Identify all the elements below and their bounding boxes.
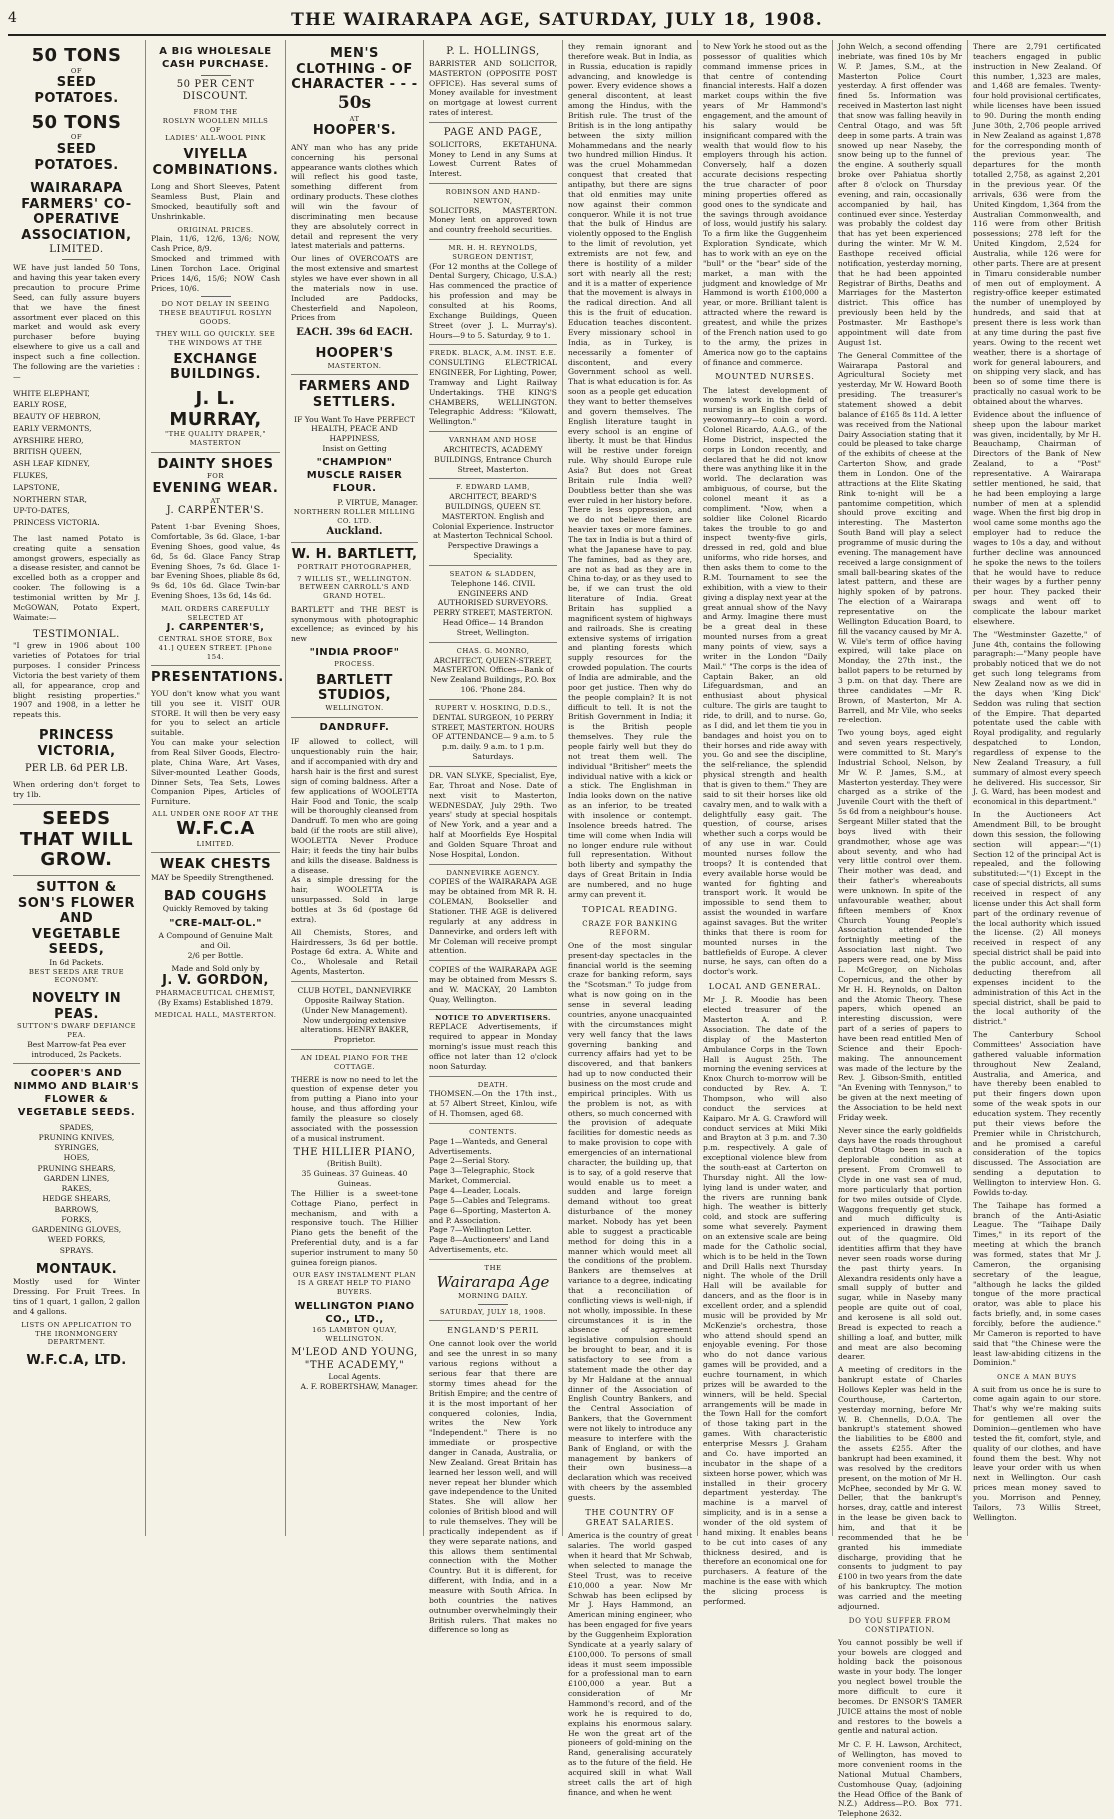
ad-heading: BAD COUGHS: [163, 888, 268, 904]
ad-text: MAIL ORDERS CAREFULLY SELECTED AT: [161, 605, 270, 622]
article-body: A meeting of creditors in the bankrupt estate of Charles Hollows Kepler was held in the Courthouse, Carterton, yesterday morning, before Mr W. B. Chennells, D.O.A. The bankrupt's statement showed the liabilities to be £800 and the assets £255. After the bankrupt had been examined, it was resolved by the creditors present, on the motion of Mr H. McPhee, seconded by Mr G. W. Deller, that the bankrupt's horses, dray, cattle and interest in the lease be given back to him, and that it be recommended that he be granted his immediate discharge, providing that he consents to judgment to pay £100 in two years from the date of his bankruptcy. The motion was carried and the meeting adjourned.: [838, 1365, 962, 1611]
card-monro: [429, 643, 557, 700]
ad-heading: A BIG WHOLESALE CASH PURCHASE.: [159, 46, 272, 70]
seed-potatoes-ad: [13, 42, 140, 805]
contents-box: [429, 1124, 557, 1260]
card-heading: FREDK. BLACK, A.M. INST. E.E.: [429, 349, 557, 358]
list-item: SPRAYS.: [59, 1245, 94, 1255]
ad-body: "I grew in 1906 about 100 varieties of Potatoes for trial purposes. I consider Princess Victoria the best variety of them all, for appearance, crop and blight resisting properties." 1907 and 1908, in a letter he repeats this.: [13, 641, 140, 720]
ad-heading: PRESENTATIONS.: [151, 670, 284, 686]
ad-text: PROCESS.: [334, 659, 375, 668]
card-heading: CHAS. G. MONRO,: [456, 646, 530, 655]
contents-list: [429, 1137, 557, 1255]
article-body: One of the most singular present-day spectacles in the financial world is the seeming craze for banking reform, says the "Scotsman." To judge from what is now going on in the sense in several leading countries, anyone unacquainted with the circumstances might very well fancy that the laws governing banking and currency affairs had yet to be discovered, and that bankers had up to now conducted their business on the most crude and empirical principles. With us the problem is not, as with others, so much concerned with the provision of adequate facilities for domestic needs as to make provision to cope with emergencies of an international character, the building up, that is to say, of a gold reserve that would enable us to meet a sudden and large foreign demand without too great disturbance of the money market. Nobody has yet been able to suggest a practicable method for doing this in a manner which would meet all the conditions of the problem. Bankers are themselves at variance to a degree, indicating that a reconciliation of conflicting views is well-nigh, if not wholly, impossible. In these circumstances it is in the absence of agreement legislative compulsion should be brought to bear, and it is satisfactory to see from a statement made the other day by Mr Haldane at the annual dinner of the Association of English Country Bankers, and the Central Association of Bankers, that the Government were not likely to introduce any measure to interfere with the Bank of England, or with the management by bankers of their own business—a declaration which was received with cheers by the assembled guests.: [568, 940, 692, 1503]
ad-subheading: 50 PER CENT DISCOUNT.: [176, 78, 255, 103]
card-heading: P. L. HOLLINGS,: [446, 46, 540, 57]
card-seaton: [429, 566, 557, 643]
card-robinson: [429, 184, 557, 240]
masthead-logo: Wairarapa Age: [436, 1272, 550, 1291]
dainty-shoes-ad: [151, 453, 280, 666]
ad-heading: PRINCESS VICTORIA,: [37, 728, 116, 759]
column-4: [424, 40, 563, 1635]
article-headline: ENGLAND'S PERIL: [447, 1326, 539, 1336]
list-item: EARLY ROSE,: [13, 400, 67, 410]
column-2: [146, 40, 286, 1536]
ad-text: LIMITED.: [49, 243, 104, 255]
list-item: Page 2—Serial Story.: [429, 1156, 510, 1166]
list-item: WHITE ELEPHANT,: [13, 388, 90, 398]
ad-heading: VIYELLA COMBINATIONS.: [152, 146, 279, 178]
ad-text: PHARMACEUTICAL CHEMIST,: [155, 988, 276, 997]
list-item: LAPSTONE,: [13, 482, 60, 492]
list-item: BARROWS,: [54, 1204, 99, 1214]
ad-text: 7 WILLIS ST., WELLINGTON. BETWEEN CARROLL'S AND GRAND HOTEL.: [297, 574, 412, 601]
club-hotel-ad: [291, 982, 418, 1050]
card-heading: CONTENTS.: [469, 1128, 517, 1136]
ad-body: Mr C. F. H. Lawson, Architect, of Wellington, has moved to more convenient rooms in the National Mutual Chambers, Customhouse Quay, (adjoining the Head Office of the Bank of N.Z.) Address—P.O. Box 771. Telephone 2632.: [838, 1740, 962, 1819]
ad-body: THERE is now no need to let the question of expense deter you from putting a Piano into your house, and thus affording your family the pleasure so closely associated with the possession of a musical instrument.: [291, 1074, 418, 1143]
list-item: FORKS,: [61, 1214, 92, 1224]
variety-list: [13, 388, 140, 529]
ad-text: THEY WILL GO QUICKLY. SEE THE WINDOWS AT THE: [155, 330, 276, 348]
ad-body: (By Exams) Established 1879.: [157, 997, 274, 1007]
card-heading: PAGE AND PAGE,: [443, 126, 543, 138]
list-item: BRITISH QUEEN,: [13, 447, 82, 457]
ad-heading: SEED POTATOES.: [34, 75, 119, 106]
ad-heading: WELLINGTON PIANO CO., LTD.,: [294, 1300, 415, 1325]
ad-text: PORTRAIT PHOTOGRAPHER,: [297, 563, 412, 571]
ad-heading: "CRE-MALT-OL.": [169, 918, 262, 930]
ad-heading: EXCHANGE BUILDINGS.: [169, 351, 262, 383]
price-line: 50s: [337, 92, 372, 113]
list-item: HOES,: [63, 1153, 90, 1163]
ad-heading: J. V. GORDON,: [162, 973, 269, 989]
article-body: The Canterbury School Committees' Association have gathered valuable information throughout New Zealand, Australia, and America, and have thereby been enabled to put their fingers down upon some of the weak spots in our education system. They recently put their views before the Premier while in Christchurch, and he promised a careful consideration of the topics discussed. The Association are sending a deputation to Wellington to interview Hon. G. Fowlds to-day.: [973, 1030, 1101, 1197]
dannevirke-agency: [429, 865, 557, 962]
ad-body: Patent 1-bar Evening Shoes, Comfortable, 3s 6d. Glace, 1-bar Evening Shoes, good value, 4s 6d, 5s 6d. Glace Fancy Strap Evening Shoes, 7s 6d. Glace 1-bar Evening Shoes, pliable 8s 6d, 9s 6d, 10s 6d. Glace Twin-bar Evening Shoes, 13s 6d, 14s 6d.: [151, 522, 280, 601]
ad-heading: BARTLETT STUDIOS,: [316, 672, 393, 704]
list-item: Page 8—Auctioneers' and Land Advertisements, etc.: [429, 1235, 550, 1255]
list-item: Page 7—Wellington Letter.: [429, 1225, 532, 1235]
ad-body: SUTTON'S DWARF DEFIANCE PEA.: [16, 1022, 137, 1040]
ad-text: MASTERTON: [189, 439, 242, 448]
list-item: PRUNING KNIVES,: [38, 1132, 115, 1142]
ad-body: Long and Short Sleeves, Patent Seamless Bust, Plain and Smocked, beautifully soft and Unshrinkable.: [151, 182, 280, 221]
ad-text: AT: [210, 496, 221, 505]
card-vanslyke: [429, 767, 557, 865]
ad-heading: NOVELTY IN PEAS.: [31, 991, 122, 1022]
ad-body: Insist on Getting: [322, 444, 387, 454]
ad-body: WE have just landed 50 Tons, and having this year taken every precaution to procure Prime Seed, can fully assure buyers that we have the finest assortment ever placed on this market and would ask every purchaser before buying elsewhere to give us a call and inspect such a fine collection. The following are the varieties :—: [13, 263, 140, 381]
ad-body: The Hillier is a sweet-tone Cottage Piano, perfect in mechanism, and with a responsive touch. The Hillier Piano gets the benefit of the Preferential duty, and is a far superior instrument to many 50 guinea foreign pianos.: [291, 1188, 418, 1267]
ad-body: You can make your selection from Real Silver Goods, Electro-plate, China Ware, Art Vases, Silver-mounted Leather Goods, Dinner Sets, Tea Sets, Lowes Companion Pipes, Articles of Furniture.: [151, 738, 280, 807]
article-headline: MOUNTED NURSES.: [715, 372, 815, 382]
ad-heading: DAINTY SHOES: [157, 456, 274, 472]
list-item: WEED FORKS,: [47, 1235, 106, 1245]
ad-body: IF allowed to collect, will unquestionably ruin the hair, and if accompanied with dry and harsh hair is the first and surest sign of coming baldness. After a few applications of WOOLETTA Hair Food and Tonic, the scalp will be thoroughly cleansed from Dandruff. To men who are going bald (if the roots are still alive), WOOLETTA Never Produce Hair; it feeds the tiny hair bulbs and kills the disease. Baldness is a disease.: [291, 737, 418, 875]
ad-body: A suit from us once he is sure to come again again to our store. That's why we're making suits for gentlemen all over the Dominion—gentlemen who have tested the fit, comfort, style, and quality of our clothes, and have found them the best. Why not leave your order with us when next in Wellington. Our cash prices mean money saved to you. Morrison and Penney, Tailors, 73 Willis Street, Wellington.: [973, 1384, 1101, 1522]
list-item: SPADES,: [59, 1122, 94, 1132]
card-body: REPLACE Advertisements, if required to appear in Monday morning's issue must reach this office not later than 12 o'clock noon Saturday.: [429, 1022, 557, 1071]
ad-subheading: ORIGINAL PRICES.: [177, 225, 254, 234]
column-1: [8, 40, 146, 1536]
list-item: Page 4—Leader, Locals.: [429, 1185, 521, 1195]
newspaper-title: THE WAIRARAPA AGE, SATURDAY, JULY 18, 1908.: [291, 10, 823, 30]
masthead-date: SATURDAY, JULY 18, 1908.: [439, 1307, 547, 1316]
ad-text: ALL UNDER ONE ROOF AT THE: [152, 810, 279, 819]
card-heading: VARNHAM AND HOSE: [449, 436, 537, 445]
ad-body: The last named Potato is creating quite a sensation amongst growers, especially as a disease resister, and cannot be excelled both as a cropper and cooker. The following is a testimonial written by Mr J. McGOWAN, Potato Expert, Waimate:—: [13, 533, 140, 622]
list-item: ASH LEAF KIDNEY,: [13, 459, 90, 469]
card-hosking: [429, 700, 557, 767]
ad-heading: SEED POTATOES.: [34, 141, 119, 173]
presentations-ad: [151, 666, 284, 853]
list-item: BEAUTY OF HEBRON,: [13, 412, 101, 422]
card-body: THOMSEN.—On the 17th inst., at 57 Albert Street, Kinlou, wife of H. Thomsen, aged 68.: [429, 1089, 557, 1119]
ad-body: 35 Guineas. 37 Guineas. 40 Guineas.: [301, 1169, 408, 1189]
list-item: Page 5—Cables and Telegrams.: [429, 1195, 551, 1205]
list-item: RAKES,: [61, 1184, 92, 1194]
article-body: John Welch, a second offending inebriate, was fined 10s by Mr W. P. James, S.M., at the Masterton Police Court yesterday. A first offender was fined 5s. Information was received in Masterton last night that snow was falling heavily in Central Otago, and was 5ft deep in some parts. A train was snowed up near Naseby, the snow being up to the funnel of the engine. A southerly squall broke over Pahiatua shortly after 8 o'clock on Thursday evening, and rain, occasionally accompanied by hail, has continued ever since. Yesterday was probably the coldest day that has yet been experienced during the winter. Mr W. M. Easthope received official notification, yesterday morning, that he had been appointed Registrar of Births, Deaths and Marriages for the Masterton district. This office has previously been held by the Postmaster. Mr Easthope's appointment will date from August 1st.: [838, 42, 962, 347]
ad-body: Now undergoing extensive alterations. HENRY BAKER, Proprietor.: [300, 1015, 409, 1045]
card-heading: DEATH.: [477, 1080, 509, 1089]
card-body: DR. VAN SLYKE, Specialist, Eye, Ear, Throat and Nose. Date of next visit to Masterton, WEDNESDAY, July 29th. Two years' study at special hospitals of New York, and a year and a half at Moorfields Eye Hospital and Golden Square Throat and Nose Hospital, London.: [429, 771, 557, 859]
seeds-ad: [13, 805, 140, 876]
card-body: SOLICITORS, EKETAHUNA. Money to Lend in any Sums at Lowest Current Rates of Interest.: [429, 139, 557, 179]
card-hollings: [429, 42, 557, 123]
ad-heading: J. L. MURRAY,: [169, 388, 262, 430]
card-body: BARRISTER AND SOLICITOR, MASTERTON (OPPOSITE POST OFFICE). Has several sums of Money available for investment on mortgage at lowest current rates of interest.: [429, 58, 557, 118]
article-body: The General Committee of the Wairarapa Pastoral and Agricultural Society met yesterday, Mr W. Howard Booth presiding. The treasurer's statement showed a debit balance of £165 8s 11d. A letter was received from the National Dairy Association stating that it could be pleased to take charge of the exhibits of cheese at the Carterton Show, and grade them in London. One of the attractions at the Elite Skating Rink to-night will be a pantomime competition, which should prove exciting and interesting. The Masterton South Band will play a select programme of music during the evening. The management have received a large consignment of small ball-bearing skates of the latest pattern, and these are highly spoken of by patrons. The election of a Wairarapa representative on the Wellington Education Board, to fill the vacancy caused by Mr A. W. Vile's term of office having expired, will take place on Monday, the 27th inst., the ballot papers to be returned by 3 p.m. on that day. There are three candidates —Mr R. Brown, of Masterton, Mr A. Barrell, and Mr Vile, who seeks re-election.: [838, 350, 962, 725]
ad-heading: WAIRARAPA FARMERS' CO-OPERATIVE ASSOCIATION,: [21, 181, 132, 243]
ad-text: DO NOT DELAY IN SEEING THESE BEAUTIFUL ROSLYN GOODS.: [159, 300, 272, 326]
article-headline: LOCAL AND GENERAL.: [708, 982, 822, 992]
ad-text: FOR: [207, 472, 224, 481]
ad-heading: W. H. BARTLETT,: [291, 547, 418, 563]
article-body: Two young boys, aged eight and seven years respectively, were committed to St. Mary's Industrial School, Nelson, by Mr W. P. James, S.M., at Masterton yesterday. They were charged as a strike of the Juvenile Court with the theft of 5s 6d from a neighbour's house. Sergeant Miller stated that the boys lived with their grandmother, whose age was about seventy, and who had very little control over them. Their mother was dead, and their father's whereabouts were unknown. In spite of the unfavourable weather, about fifteen members of Knox Church Young People's Association attended the fortnightly meeting of the Association last night. Two papers were read, one by Miss L. McGregor, on Nicholas Copernicus, and the other by Mr H. H. Reynolds, on Dalton and the Atomic Theory. These papers, which opened an interesting discussion, were part of a series of papers to have been read entitled Men of Science and their Epoch-making. The announcement was made of the lecture by the Rev. J. Gibson-Smith, entitled "An Evening with Tennyson," to be given at the next meeting of the Association to be held next Friday week.: [838, 728, 962, 1122]
ad-heading: "CHAMPION" MUSCLE RAISER FLOUR.: [306, 456, 403, 494]
ad-body: LISTS ON APPLICATION TO THE IRONMONGERY DEPARTMENT.: [21, 1320, 132, 1347]
ad-text: "THE QUALITY DRAPER,": [164, 430, 266, 439]
list-item: PRUNING SHEARS,: [37, 1163, 116, 1173]
card-black: [429, 345, 557, 432]
ad-heading: W.F.C.A, LTD.: [26, 1352, 127, 1368]
card-heading: DANNEVIRKE AGENCY.: [446, 868, 540, 877]
ad-heading: W.F.C.A: [176, 817, 255, 839]
ad-heading: HOOPER'S.: [312, 123, 397, 139]
card-heading: MR. H. H. REYNOLDS, SURGEON DENTIST,: [448, 244, 538, 261]
cooper-ad: [13, 1064, 140, 1372]
card-heading: RUPERT V. HOSKING, D.D.S.,: [435, 704, 551, 713]
copies-notice: [429, 961, 557, 1009]
ad-text: MEDICAL HALL, MASTERTON.: [154, 1010, 277, 1019]
article-body: There are 2,791 certificated teachers engaged in public instruction in New Zealand. Of this number, 1,323 are males, and 1,468 are females. Twenty-four hold provisional certificates, while licenses have been issued to 90. During the month ending June 30th, 2,706 people arrived in New Zealand as against 1,878 for the corresponding month of the previous year. The departures for the month totalled 2,758, as against 2,201 in the previous year. Of the arrivals, 636 were from the United Kingdom, 1,364 from the Australian Commonwealth, and 116 were from other British possessions; 278 left for the United Kingdom, 2,524 for Australia, while 126 were for other parts. There are at present in Timaru considerable number of men out of employment. A registry-office keeper estimated the number of unemployed by hundreds, and said that at present there is less work than at any time during the past five years. Owing to the recent wet weather, there is a shortage of work for general labourers, and on shipping very slack, and has been so of some time there is practically no casual work to be obtained about the wharves.: [973, 42, 1101, 406]
ad-text: Auckland.: [326, 525, 383, 537]
article-body: The "Westminster Gazette," of June 4th, contains the following paragraph:—"Many people have probably noticed that we do not get such long telegrams from New Zealand now as we did in the days when 'King Dick' Seddon was ruling that section of the Empire. That departed potentate used the cable with Royal prodigality, and regularly despatched to London, regardless of expense to the New Zealand Treasury, a full summary of almost every speech he delivered. His successor, Sir J. G. Ward, has been modest and economical in this department.": [973, 629, 1101, 807]
list-item: Page 6—Sporting, Masterton A. and P. Association.: [429, 1205, 552, 1225]
article-englands-peril: [429, 1326, 557, 1635]
article-body: One cannot look over the world and see the unrest in so many various regions without a serious fear that there are stormy times ahead for the British Empire; and the centre of it is the most important of her conquered colonies, India, writes the New York "Independent." There is no immediate or prospective danger in Canada, Australia, or New Zealand. Great Britain has learned her lesson well, and will never repeat her blunder which gave independence to the United States. She will allow her colonies of British blood and will to rule themselves. They will be practically independent as if they were separate nations, and this allows them sentimental connection with the Mother Country. But it is different, for different, with India, and in a measure with South Africa. In both countries the natives outnumber overwhelmingly their British rulers. That makes no difference so long as: [429, 1339, 557, 1635]
death-notice: [429, 1077, 557, 1124]
card-heading: SEATON & SLADDEN,: [449, 570, 537, 579]
ad-body: As a simple dressing for the hair, WOOLETTA is unsurpassed. Sold in large bottles at 3s 6d (postage 6d extra).: [291, 875, 418, 924]
ad-heading: DO YOU SUFFER FROM CONSTIPATION.: [848, 1616, 952, 1634]
article-body: Mr J. R. Moodie has been elected treasurer of the Masterton A. and P. Association. The date of the display of the Masterton Ambulance Corps in the Town Hall is August 25th. The morning the evening services at Knox Church to-morrow will be conducted by Rev. A. T. Thompson, who will also conduct the services at Kaiparo. Mr A. G. Crawford will conduct services at Miki Miki and Brayton at 3 p.m. and 7.30 p.m. respectively. A gale of exceptional violence blew from the south-east at Carterton on Thursday night. All the low-lying land is under water, and the rivers are running bank high. The weather is bitterly cold, and stock are suffering some what severely. Payment on an extensive scale are being made for the Catholic social, which is to be held in the Town and Drill Halls next Thursday night. The whole of the Drill Hall will be available for dancers, and as the floor is in excellent order, and a splendid music will be provided by Mr McKenzie's orchestra, those who attend should spend an enjoyable evening. For those who do not dance various games will be provided, and a euchre tournament, in which prizes will be awarded to the winners, will be held. Special arrangements will be made in the Town Hall for the comfort of those taking part in the games. With characteristic enterprise Messrs J. Graham and Co. have imported an incubator in the shape of a sixteen horse power, which was installed in their grocery department yesterday. The machine is a marvel of simplicity, and is in a sense a wonder of the old system of hand mixing. It enables beans to be cut into cases of any thickness desired, and is therefore an economical one for purchasers. A feature of the machine is the ease with which the slicing process is performed.: [703, 995, 827, 1606]
columns: [8, 40, 1106, 1819]
article-body: The latest development of women's work in the field of nursing is an English corps of yeowomanry—to coin a word. Colonel Ricardo, A.A.G., of the Home District, inspected the corps in London recently, and declared that he did not know there was anything like it in the world. The declaration was ambiguous, of course, but the colonel meant it as a compliment. "Now, when a soldier like Colonel Ricardo takes the trouble to go and inspect twenty-five girls, dressed in red, gold and blue uniforms, who ride horses, and then asks them to come to the R.M. Tournament to see the exhibition, with a view to their giving a display next year at the great annual show of the Navy and Army. Imagine there must be a great deal in these mounted nurses from a great many points of view, says a writer in the London "Daily Mail." "The corps is the idea of Captain Baker, an old Lifeguardsman, and an enthusiast about physical culture. The girls are taught to ride, to drill, and to nurse. Go, as I did, and let them tie you in bandages and hoist you on to their horses and ride away with you. Go and see the discipline, the self-reliance, the splendid physical strength and health that is given to them." They are said to sit their horses like old cavalry men, and to walk with a delightfully easy gait. The question, of course, arises whether such a corps would be of any use in war. Could mounted nurses follow the troops? It is contended that every available horse would be wanted for fighting and transport work. It would be impossible to send them to assist the wounded in warfare against savages. But the writer thinks that there is room for mounted nurses in the battlefields of Europe. A clever nurse, he says, can often do a doctor's work.: [703, 385, 827, 977]
ad-body: Quickly Removed by taking: [162, 904, 269, 914]
ad-heading: DANDRUFF.: [319, 721, 390, 733]
piano-ad: [291, 1050, 418, 1396]
masthead: [8, 6, 1106, 36]
tools-list: [13, 1123, 140, 1256]
ad-subheading: J. CARPENTER'S,: [166, 622, 265, 634]
article-body: In the Auctioneers Act Amendment Bill, to be brought down this session, the following section will appear:—"(1) Section 12 of the principal Act is repealed, and the following substituted:—"(1) Except in the case of special districts, all sums received in respect of any license under this Act shall form part of the ordinary revenue of the local authority which issued the license. (2) All moneys received in respect of any special district shall be paid into the public account, and, after deducting therefrom all expenses incident to the administration of this Act in the special district, shall be paid to the local authority of the district.": [973, 810, 1101, 1027]
ad-subheading: J. CARPENTER'S.: [166, 505, 265, 517]
ad-heading: MONTAUK.: [35, 1261, 118, 1277]
list-item: FLUKES,: [13, 470, 48, 480]
card-body: ARCHITECT, QUEEN-STREET, MASTERTON. Offices—Bank of New Zealand Buildings, P.O. Box 106. 'Phone 284.: [430, 655, 556, 695]
list-item: GARDEN LINES,: [43, 1173, 110, 1183]
ad-heading: THE HILLIER PIANO,: [293, 1146, 416, 1158]
ad-body: 2/6 per Bottle.: [187, 950, 244, 960]
card-body: ARCHITECT, BEARD'S BUILDINGS, QUEEN ST. MASTERTON. English and Colonial Experience. Instructor at Masterton Technical School. Perspective Drawings a Speciality.: [432, 492, 554, 561]
ad-body: Made and Sold only by: [171, 963, 260, 973]
list-item: SYRINGES,: [54, 1143, 99, 1153]
list-item: PRINCESS VICTORIA.: [13, 518, 100, 528]
ad-text: LIMITED.: [196, 839, 235, 848]
column-6: [698, 40, 833, 1606]
ad-body: Mostly used for Winter Dressing. For Fruit Trees. In tins of 1 quart, 1 gallon, 2 gallon and 4 gallons.: [13, 1277, 140, 1317]
list-item: Page 1—Wanteds, and General Advertisements.: [429, 1136, 548, 1156]
ad-subheading: M'LEOD AND YOUNG, "THE ACADEMY,": [291, 1346, 418, 1371]
article-headline: THE COUNTRY OF GREAT SALARIES.: [585, 1507, 675, 1528]
ad-body: Best Marrow-fat Pea ever introduced, 2s Packets.: [27, 1039, 126, 1059]
ad-heading: EVENING WEAR.: [152, 481, 279, 497]
ad-body: In 6d Packets.: [49, 957, 104, 967]
ad-body: ANY man who has any pride concerning his personal appearance wants clothes which will reflect his good taste, something different from ordinary products. These clothes will win the favour of discriminating men because they are absolutely correct in detail and represent the very latest materials and patterns.: [291, 142, 418, 251]
ad-heading: ONCE A MAN BUYS: [997, 1373, 1077, 1382]
bartlett-ad: [291, 543, 418, 717]
cremaltol-ad: [151, 853, 280, 1023]
ad-text: LADIES' ALL-WOOL PINK: [165, 134, 266, 143]
article-body: Never since the early goldfields days have the roads throughout Central Otago been in such a deplorable condition as at present. From Cromwell to Clyde in one vast sea of mud, more particularly that portion for two miles outside of Clyde. Waggons frequently get stuck, and much difficulty is experienced in drawing them out of the quagmire. Old identities affirm that they have never seen roads worse during the past thirty years. In Alexandra residents only have a small supply of butter and sugar, while in Naseby many people are quite out of coal, and kerosene is all sold out. Bread is expected to reach a shilling a loaf, and butter, milk and meat are also becoming dearer.: [838, 1125, 962, 1362]
ad-body: A. F. ROBERTSHAW, Manager.: [300, 1382, 418, 1392]
ad-body: Plain, 11/6, 12/6, 13/6; NOW, Cash Price, 8/9.: [151, 234, 280, 254]
ad-body: Local Agents.: [328, 1372, 381, 1382]
price-line: PER LB. 6d PER LB.: [25, 763, 128, 775]
card-varnham: [429, 432, 557, 479]
ad-body: CLUB HOTEL, DANNEVIRKE Opposite Railway Station. (Under New Management).: [297, 985, 412, 1015]
ad-body: All Chemists, Stores, and Hairdressers, 3s 6d per bottle. Postage 6d extra. A. White and Co., Wholesale and Retail Agents, Masterton.: [291, 927, 418, 977]
card-heading: F. EDWARD LAMB,: [456, 483, 530, 492]
ad-body: BEST SEEDS ARE TRUE ECONOMY.: [28, 967, 125, 985]
column-7: [833, 40, 968, 1819]
card-lamb: [429, 479, 557, 566]
ad-heading: HOOPER'S: [315, 346, 394, 362]
card-body: DENTAL SURGEON, 10 PERRY STREET, MASTERTON. HOURS OF ATTENDANCE— 9 a.m. to 5 p.m. daily. 9 a.m. to 1 p.m. Saturdays.: [431, 712, 555, 762]
ad-subheading: AN IDEAL PIANO FOR THE COTTAGE.: [300, 1054, 409, 1071]
ad-text: OF: [209, 125, 222, 134]
list-item: NORTHERN STAR,: [13, 494, 87, 504]
column-8: [968, 40, 1106, 1536]
card-heading: NOTICE TO ADVERTISERS.: [435, 1013, 551, 1022]
card-body: SOLICITORS, MASTERTON. Money lent on approved town and country freehold securities.: [429, 205, 557, 235]
ad-heading: MEN'S CLOTHING - OF CHARACTER - - -: [291, 46, 418, 93]
ad-body: A Compound of Genuine Malt and Oil.: [158, 930, 273, 950]
ad-text: WELLINGTON.: [325, 703, 384, 712]
ad-heading: SEEDS THAT WILL GROW.: [19, 807, 134, 871]
ad-heading: FARMERS AND SETTLERS.: [298, 379, 411, 410]
masthead-subtitle: MORNING DAILY.: [458, 1291, 528, 1300]
card-body: COPIES of the WAIRARAPA AGE may be obtained from MR R. H. COLEMAN, Bookseller and Stationer. THE AGE is delivered regularly at any address in Dannevirke, and orders left with Mr Coleman will receive prompt attention.: [429, 877, 557, 956]
ad-text: NORTHERN ROLLER MILLING CO. LTD.: [293, 508, 416, 525]
article-body: The Taihape has formed a branch of the Anti-Asiatic League. The "Taihape Daily Times," in its report of the meeting at which the branch was formed, states that Mr J. Cameron, the organising secretary of the league, "although he lacks the gilded tongue of the more practical orator, was able to place his facts briefly, and, in some cases forcibly, before the audience." Mr Cameron is reported to have said that "the Chinese were the least law-abiding citizens in the Dominion.": [973, 1200, 1101, 1368]
article-headline: TOPICAL READING.: [582, 904, 678, 914]
card-body: Telephone 146. CIVIL ENGINEERS AND AUTHORISED SURVEYORS. PERRY STREET, MASTERTON. Head Office— 14 Brandon Street, Wellington.: [433, 578, 553, 638]
list-item: UP-TO-DATES,: [13, 506, 70, 516]
ad-heading: 50 TONS: [31, 111, 122, 133]
column-5: [563, 40, 698, 1797]
ad-heading: 50 TONS: [31, 45, 122, 66]
card-reynolds: [429, 240, 557, 345]
ad-heading: SUTTON & SON'S FLOWER AND VEGETABLE SEEDS,: [17, 879, 136, 958]
ad-body: Our lines of OVERCOATS are the most extensive and smartest styles we have ever shown in all the materials now in use. Included are Paddocks, Chesterfield and Napoleon, Prices from: [291, 254, 418, 323]
list-item: Page 3—Telegraphic, Stock Market, Commercial.: [429, 1166, 535, 1186]
card-body: COPIES of the WAIRARAPA AGE may be obtained from Messrs S. and W. MACKAY, 20 Lambton Quay, Wellington.: [429, 965, 557, 1004]
ad-text: CENTRAL SHOE STORE, Box 41.] QUEEN STREET. [Phone 154.: [158, 635, 273, 661]
ad-body: Smocked and trimmed with Linen Torchon Lace. Original Prices 14/6, 15/6; NOW Cash Prices, 10/6.: [151, 253, 280, 293]
ad-text: FROM THE: [193, 108, 238, 117]
masthead-the: THE: [484, 1264, 502, 1272]
ad-text: AT: [349, 114, 360, 123]
ad-subheading: TESTIMONIAL.: [33, 628, 120, 640]
ad-text: 165 LAMBTON QUAY, WELLINGTON.: [312, 1326, 397, 1344]
ad-body: BARTLETT and THE BEST is synonymous with photographic excellence; as evinced by his new: [291, 604, 418, 644]
price-line: EACH. 39s 6d EACH.: [296, 327, 413, 339]
list-item: GARDENING GLOVES,: [31, 1225, 122, 1235]
ad-heading: WEAK CHESTS: [159, 857, 272, 873]
ad-body: MAY be Speedily Strengthened.: [151, 872, 274, 882]
ad-body: (British Built).: [326, 1159, 383, 1169]
ad-text: OUR EASY INSTALMENT PLAN IS A GREAT HELP TO PIANO BUYERS.: [292, 1270, 417, 1297]
ad-heading: COOPER'S AND NIMMO AND BLAIR'S FLOWER & VEGETABLE SEEDS.: [13, 1068, 140, 1118]
column-3: [286, 40, 424, 1536]
list-item: AYRSHIRE HERO,: [13, 435, 84, 445]
ad-body: P. VIRTUE, Manager.: [337, 498, 418, 508]
ad-text: OF: [70, 66, 83, 75]
article-body: to New York he stood out as the possessor of qualities which command immense prices in that centre of contending financial interests. Half a dozen market coups within the five years of Mr Hammond's engagement, and the amount of his salary would be insignificant compared with the wealth that would flow to his employers through his action. Conversely, half a dozen accurate decisions respecting the true character of poor mining properties offered as good ones to the syndicate and the savings through avoidance of loss, would justify his salary. To a firm like the Guggenheim Exploration Syndicate, which has to work with an eye on the "bull" or the "bear" side of the market, a man with the judgment and knowledge of Mr Hammond is worth £100,000 a year, or more. Brilliant talent is attracted where the reward is greatest, and while the prizes of the French nation used to go to the army, the prizes in America now go to the captains of finance and commerce.: [703, 42, 827, 367]
card-body: (For 12 months at the College of Dental Surgery, Chicago, U.S.A.) Has commenced the practice of his profession and may be consulted at his Rooms, Exchange Buildings, Queen Street (over J. L. Murray's). Hours—9 to 5. Saturday, 9 to 1.: [429, 261, 557, 340]
card-page: [429, 123, 557, 184]
article-body: they remain ignorant and therefore weak. But in India, as in Russia, education is rapidly advancing, and knowledge is power. Every evidence shows a general discontent, at least among the Hindus, with the British rule. The trust of the British is in the long antipathy between the sixty million Mohammedans and the nearly two hundred million Hindus. It was the cruel Mohammedan conquest that created that antipathy, but there are signs that old enmities may unite now against their common conqueror. While it is not true that the bulk of Hindus are violently opposed to the English to the limit of revolution, yet extremists are not few, and there is hostility of a milder sort with nearly all the rest; and it is a matter of experience that the movement is always in the radical direction. And all this is the fruit of education. Education teaches discontent. Every missionary school in India, as in Turkey, is necessarily a fomenter of discontent, and every Government school as well. That is what education is for. As soon as a people get education they want to better themselves and govern themselves. The English literature taught in every school is an engine of liberty. It must be that Hindus will be restive under foreign rule. Why should Europe rule Asia? But does not Great Britain rule India well? Doubtless better than she was ever ruled in her history before. There is less oppression, and we do not believe there are heavier taxes or more famines. The tax in India is but a third of what the Japanese have to pay. The famines, bad as they are, are not as bad as they are in China to-day, or as they used to be, if we can trust the old literature of India. Great Britain has supplied a magnificent system of highways and railroads. She is creating extensive systems of irrigation and planting forests which supply resources for the crowded population. The courts of India are admirable, and the poor get justice. Then why do the people complain? It is not difficult to tell. It is not the British Government in India; it is the British people themselves. They rule the people fairly well but they do not treat them well. The individual "Britisher" meets the individual native with a kick or a stick. The Englishman in India looks down on the native as an inferior, to be treated with insolence or contempt. Insolence breeds hatred. The time will come when India will no longer endure rule without full representation. Without both liberty and sympathy the days of Great Britain in India are numbered, and no huge army can prevent it.: [568, 42, 692, 899]
article-body: Evidence about the influence of sheep upon the labour market was given, incidentally, by Mr H. Beauchamp, Chairman of Directors of the Bank of New Zealand, to a "Post" representative. A Wairarapa settler mentioned, he said, that he had been employing a large number of men at a splendid wage. When the first big drop in wool came some months ago the employer had to reduce the wages to 10s a day, and without further decline was announced he spoke the news to the toilers that he would have to reduce their wages by a further penny per hour. They packed their swags and went off to complicate the labour market elsewhere.: [973, 409, 1101, 626]
flour-ad: [291, 375, 418, 543]
ad-text: MASTERTON.: [327, 361, 382, 370]
ad-body: YOU don't know what you want till you see it. VISIT OUR STORE. It will then be very easy for you to select an article suitable.: [151, 688, 280, 738]
viyella-ad: [151, 42, 280, 453]
list-item: HEDGE SHEARS,: [42, 1194, 111, 1204]
article-subheadline: CRAZE FOR BANKING REFORM.: [582, 920, 678, 937]
editorial-masthead: [429, 1260, 557, 1321]
ad-body: IF You Want To Have PERFECT HEALTH, PEACE AND HAPPINESS,: [294, 414, 415, 444]
ad-body: When ordering don't forget to try 1lb.: [13, 780, 140, 800]
article-body: America is the country of great salaries. The world gasped when it heard that Mr Schwab, when selected to manage the Steel Trust, was to receive £10,000 a year. Now Mr Schwab has been eclipsed by Mr J. Hays Hammond, an American mining engineer, who has been engaged for five years by the Guggenheim Exploration Syndicate at a yearly salary of £100,000. To persons of small ideas it must seem impossible for a professional man to earn £100,000 a year. But a consideration of Mr Hammond's record, and of the work he is required to do, explains his enormous salary. He won the great art of the pioneers of gold-mining on the Rand, generalising accurately as to the future of the field. He acquired skill in what Wall street calls the art of high finance, and when he went: [568, 1531, 692, 1797]
ad-body: You cannot possibly be well if your bowels are clogged and holding back the poisonous waste in your body. The longer you neglect bowel trouble the more difficult to cure it becomes. Dr ENSOR'S TAMER JUICE attains the most of noble and restores to the bowels a gentle and natural action.: [838, 1637, 962, 1736]
ad-text: ROSLYN WOOLLEN MILLS: [162, 116, 269, 125]
card-body: CONSULTING ELECTRICAL ENGINEER, For Lighting, Power, Tramway and Light Railway Undertakings. THE KING'S CHAMBERS, WELLINGTON. Telegraphic Address: "Kilowatt, Wellington.": [429, 358, 557, 427]
dandruff-ad: [291, 718, 418, 982]
card-body: ARCHITECTS, ACADEMY BUILDINGS, Entrance Church Street, Masterton.: [434, 444, 552, 474]
card-heading: ROBINSON AND HAND-NEWTON,: [445, 188, 541, 205]
list-item: EARLY VERMONTS,: [13, 423, 92, 433]
notice-advertisers: [429, 1010, 557, 1077]
page-number: 4: [8, 10, 17, 26]
sutton-ad: [13, 876, 140, 1064]
ad-text: OF: [70, 133, 83, 142]
ad-heading: "INDIA PROOF": [309, 647, 400, 659]
hoopers-ad: [291, 42, 418, 375]
